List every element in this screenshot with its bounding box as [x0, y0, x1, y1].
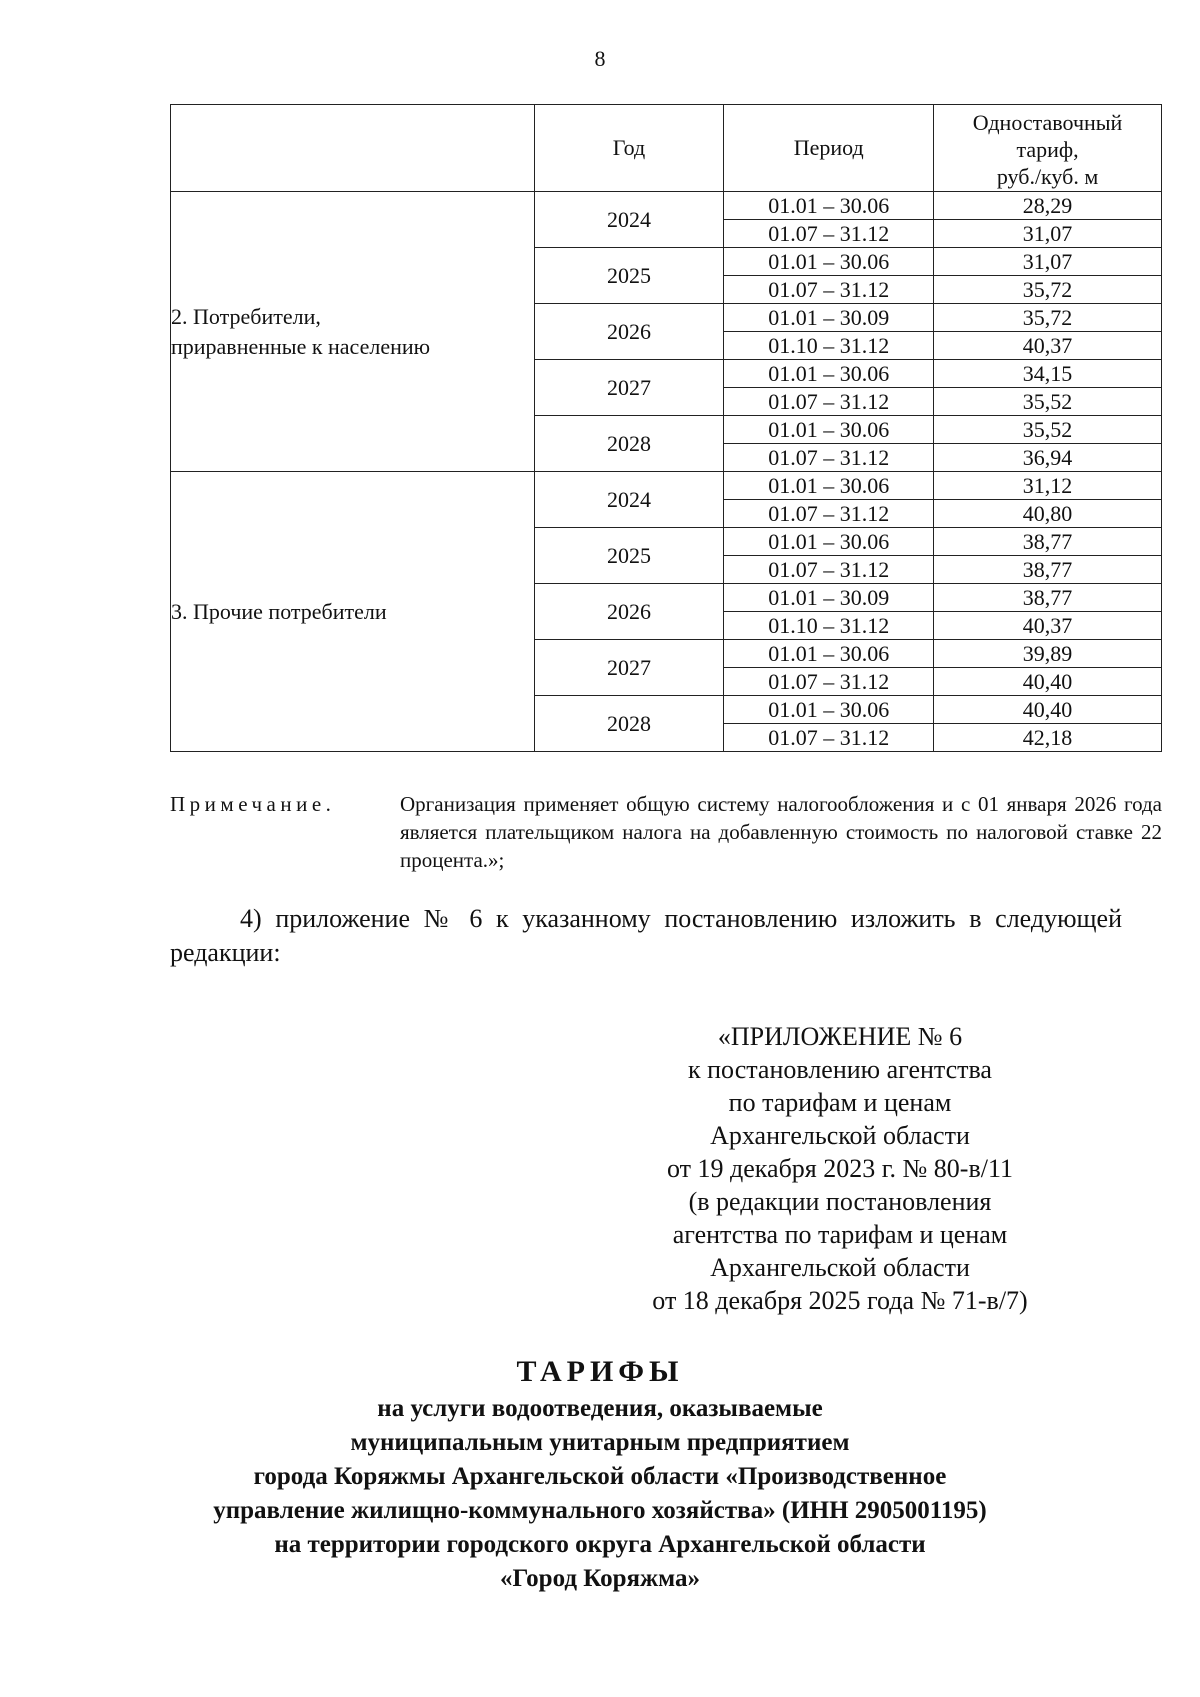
- tariff-value-cell: 40,37: [934, 332, 1162, 360]
- period-cell: 01.01 – 30.06: [724, 696, 934, 724]
- period-cell: 01.01 – 30.06: [724, 416, 934, 444]
- period-cell: 01.01 – 30.06: [724, 640, 934, 668]
- year-cell: 2028: [534, 416, 724, 472]
- header-year: Год: [534, 105, 724, 192]
- appendix-line: (в редакции постановления: [688, 1187, 992, 1216]
- period-cell: 01.07 – 31.12: [724, 500, 934, 528]
- tariff-value-cell: 35,52: [934, 416, 1162, 444]
- tariff-value-cell: 42,18: [934, 724, 1162, 752]
- tariff-value-cell: 40,40: [934, 696, 1162, 724]
- year-cell: 2024: [534, 472, 724, 528]
- table-header-row: [171, 105, 1162, 192]
- tariff-value-cell: 35,72: [934, 304, 1162, 332]
- period-cell: 01.07 – 31.12: [724, 556, 934, 584]
- note-label: Примечание.: [170, 792, 336, 816]
- period-cell: 01.01 – 30.06: [724, 472, 934, 500]
- appendix-line: Архангельской области: [710, 1121, 970, 1150]
- document-title: [160, 1352, 1040, 1596]
- period-cell: 01.10 – 31.12: [724, 612, 934, 640]
- period-cell: 01.07 – 31.12: [724, 444, 934, 472]
- tariff-value-cell: 35,72: [934, 276, 1162, 304]
- period-cell: 01.07 – 31.12: [724, 668, 934, 696]
- header-period: Период: [724, 105, 934, 192]
- year-cell: 2025: [534, 528, 724, 584]
- tariff-value-cell: 31,07: [934, 248, 1162, 276]
- year-cell: 2026: [534, 584, 724, 640]
- title-line: города Коряжмы Архангельской области «Производственное: [253, 1463, 947, 1490]
- consumer-group-label-line2: приравненные к населению: [171, 333, 431, 359]
- tariff-value-cell: 36,94: [934, 444, 1162, 472]
- appendix-line: Архангельской области: [710, 1253, 970, 1282]
- appendix-line: от 19 декабря 2023 г. № 80-в/11: [667, 1154, 1013, 1183]
- period-cell: 01.01 – 30.06: [724, 528, 934, 556]
- period-cell: 01.07 – 31.12: [724, 388, 934, 416]
- consumer-group-label: 3. Прочие потребители: [171, 598, 387, 624]
- year-cell: 2025: [534, 248, 724, 304]
- year-cell: 2027: [534, 360, 724, 416]
- year-cell: 2026: [534, 304, 724, 360]
- tariff-value-cell: 39,89: [934, 640, 1162, 668]
- appendix-line: от 18 декабря 2025 года № 71-в/7): [652, 1286, 1028, 1315]
- appendix-line: агентства по тарифам и ценам: [672, 1220, 1008, 1249]
- title-main: ТАРИФЫ: [516, 1355, 684, 1388]
- tariff-value-cell: 31,12: [934, 472, 1162, 500]
- header-tariff-line3: руб./куб. м: [996, 163, 1099, 189]
- header-tariff-line1: Одноставочный: [972, 109, 1123, 135]
- period-cell: 01.07 – 31.12: [724, 276, 934, 304]
- title-line: управление жилищно-коммунального хозяйства» (ИНН 2905001195): [213, 1497, 987, 1524]
- note-text: Организация применяет общую систему налогообложения и с 01 января 2026 года является плательщиком налога на добавленную стоимость по налоговой ставке 22 процента.»;: [400, 792, 1162, 872]
- consumer-group-cell: [171, 472, 535, 752]
- period-cell: 01.07 – 31.12: [724, 724, 934, 752]
- header-tariff: [934, 105, 1162, 192]
- consumer-group-cell: [171, 192, 535, 472]
- appendix-line: «ПРИЛОЖЕНИЕ № 6: [717, 1022, 963, 1051]
- tariff-value-cell: 28,29: [934, 192, 1162, 220]
- year-cell: 2028: [534, 696, 724, 752]
- tariff-value-cell: 38,77: [934, 528, 1162, 556]
- tariff-table: [170, 104, 1162, 752]
- consumer-group-label: 2. Потребители,: [171, 303, 321, 329]
- title-line: на территории городского округа Архангельской области: [274, 1531, 926, 1558]
- tariff-value-cell: 35,52: [934, 388, 1162, 416]
- appendix-line: к постановлению агентства: [688, 1055, 992, 1084]
- year-cell: 2027: [534, 640, 724, 696]
- tariff-value-cell: 31,07: [934, 220, 1162, 248]
- title-line: муниципальным унитарным предприятием: [350, 1429, 850, 1456]
- title-line: «Город Коряжма»: [499, 1565, 701, 1592]
- table-body: [171, 192, 1162, 752]
- appendix-header: [600, 1020, 1080, 1317]
- year-cell: 2024: [534, 192, 724, 248]
- table-row: [171, 472, 1162, 500]
- header-group: [171, 105, 535, 192]
- tariff-value-cell: 38,77: [934, 556, 1162, 584]
- tariff-value-cell: 34,15: [934, 360, 1162, 388]
- period-cell: 01.01 – 30.06: [724, 192, 934, 220]
- tariff-value-cell: 40,40: [934, 668, 1162, 696]
- amendment-paragraph: 4) приложение № 6 к указанному постановлению изложить в следующей редакции:: [170, 904, 1122, 967]
- appendix-line: по тарифам и ценам: [728, 1088, 952, 1117]
- period-cell: 01.10 – 31.12: [724, 332, 934, 360]
- period-cell: 01.01 – 30.06: [724, 248, 934, 276]
- period-cell: 01.01 – 30.06: [724, 360, 934, 388]
- period-cell: 01.01 – 30.09: [724, 304, 934, 332]
- period-cell: 01.01 – 30.09: [724, 584, 934, 612]
- period-cell: 01.07 – 31.12: [724, 220, 934, 248]
- title-line: на услуги водоотведения, оказываемые: [377, 1395, 823, 1422]
- header-tariff-line2: тариф,: [1016, 136, 1079, 162]
- tariff-value-cell: 40,80: [934, 500, 1162, 528]
- table-row: [171, 192, 1162, 220]
- page-number: 8: [594, 46, 606, 71]
- tariff-value-cell: 40,37: [934, 612, 1162, 640]
- tariff-value-cell: 38,77: [934, 584, 1162, 612]
